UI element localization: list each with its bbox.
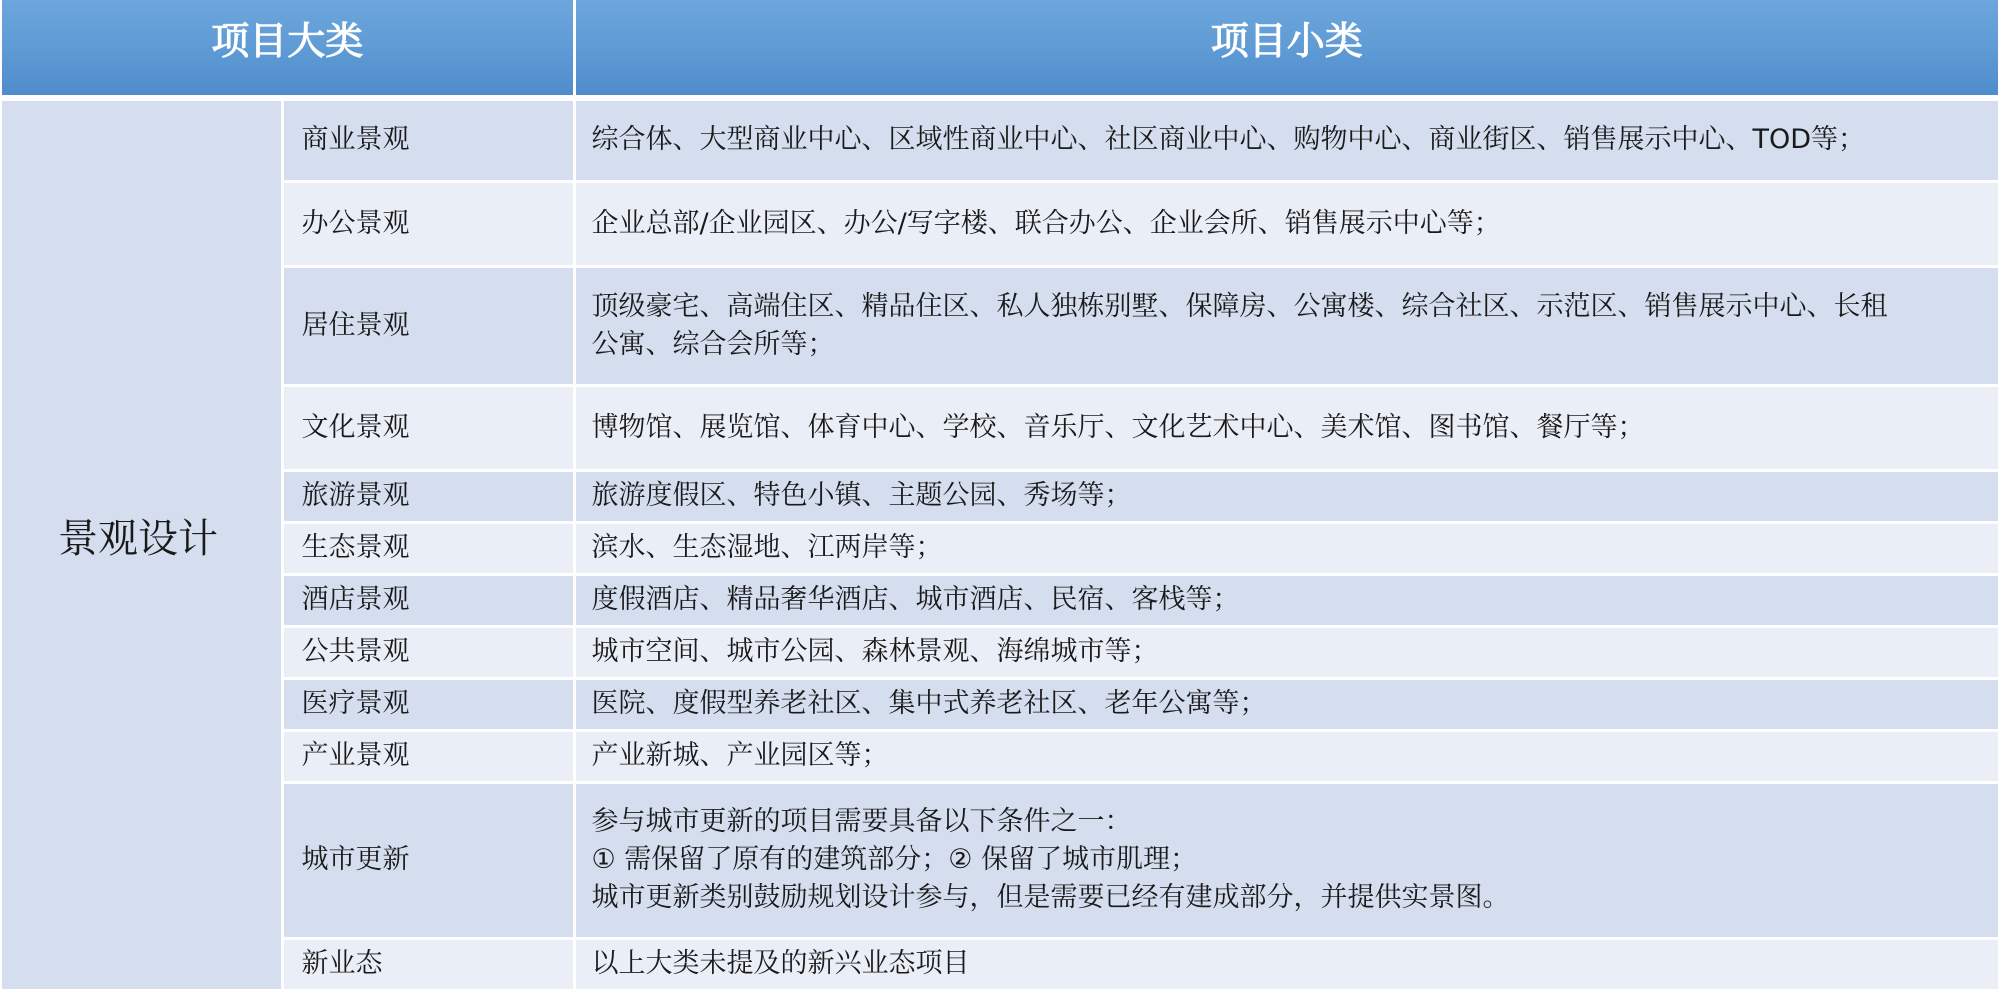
- subcategory-cell: 文化景观: [282, 385, 574, 470]
- description-cell: [574, 98, 1998, 181]
- table-row: [2, 470, 1998, 522]
- description-line: 参与城市更新的项目需要具备以下条件之一：: [591, 806, 1132, 838]
- description-line: 产业新城、产业园区等；: [591, 740, 889, 772]
- subcategory-cell: 办公景观: [282, 181, 574, 266]
- subcategory-cell: 商业景观: [282, 98, 574, 181]
- table-row: [2, 626, 1998, 678]
- description-cell: [574, 782, 1998, 938]
- description-line: 旅游度假区、特色小镇、主题公园、秀场等；: [591, 480, 1132, 512]
- description-cell: [574, 181, 1998, 266]
- description-cell: [574, 626, 1998, 678]
- major-category-cell: 景观设计: [2, 98, 282, 991]
- table-header-row: [2, 0, 1998, 98]
- table-row: [2, 574, 1998, 626]
- description-line: 公寓、综合会所等；: [591, 328, 835, 360]
- description-cell: [574, 730, 1998, 782]
- description-cell: [574, 574, 1998, 626]
- table-row: [2, 678, 1998, 730]
- subcategory-cell: 城市更新: [282, 782, 574, 938]
- subcategory-cell: 产业景观: [282, 730, 574, 782]
- description-line: ① 需保留了原有的建筑部分；② 保留了城市肌理；: [591, 844, 1198, 876]
- table-row: [2, 782, 1998, 938]
- description-line: 滨水、生态湿地、江两岸等；: [591, 532, 943, 564]
- description-cell: [574, 385, 1998, 470]
- description-line: 企业总部/企业园区、办公/写字楼、联合办公、企业会所、销售展示中心等；: [591, 207, 1501, 239]
- header-major-category: 项目大类: [2, 0, 574, 98]
- subcategory-cell: 医疗景观: [282, 678, 574, 730]
- table-body: [2, 98, 1998, 991]
- description-cell: [574, 522, 1998, 574]
- subcategory-cell: 公共景观: [282, 626, 574, 678]
- subcategory-cell: 酒店景观: [282, 574, 574, 626]
- description-line: 博物馆、展览馆、体育中心、学校、音乐厅、文化艺术中心、美术馆、图书馆、餐厅等；: [591, 411, 1645, 443]
- description-cell: [574, 938, 1998, 990]
- description-line: 综合体、大型商业中心、区域性商业中心、社区商业中心、购物中心、商业街区、销售展示中心、TOD等；: [591, 124, 1866, 156]
- subcategory-cell: 旅游景观: [282, 470, 574, 522]
- description-cell: [574, 470, 1998, 522]
- table-row: [2, 938, 1998, 990]
- description-line: 城市更新类别鼓励规划设计参与，但是需要已经有建成部分，并提供实景图。: [591, 882, 1510, 914]
- subcategory-cell: 生态景观: [282, 522, 574, 574]
- description-line: 以上大类未提及的新兴业态项目: [591, 948, 970, 980]
- landscape-category-table: [2, 0, 1998, 992]
- header-subcategory: 项目小类: [574, 0, 1998, 98]
- description-cell: [574, 266, 1998, 385]
- description-cell: [574, 678, 1998, 730]
- description-line: 顶级豪宅、高端住区、精品住区、私人独栋别墅、保障房、公寓楼、综合社区、示范区、销售展示中心、长租: [591, 290, 1888, 322]
- table-row: [2, 181, 1998, 266]
- subcategory-cell: 居住景观: [282, 266, 574, 385]
- landscape-category-table-container: [2, 0, 1998, 992]
- table-row: [2, 385, 1998, 470]
- table-row: [2, 522, 1998, 574]
- table-row: [2, 730, 1998, 782]
- table-row: [2, 266, 1998, 385]
- description-line: 度假酒店、精品奢华酒店、城市酒店、民宿、客栈等；: [591, 584, 1240, 616]
- subcategory-cell: 新业态: [282, 938, 574, 990]
- table-row: [2, 98, 1998, 181]
- description-line: 医院、度假型养老社区、集中式养老社区、老年公寓等；: [591, 688, 1267, 720]
- description-line: 城市空间、城市公园、森林景观、海绵城市等；: [591, 636, 1159, 668]
